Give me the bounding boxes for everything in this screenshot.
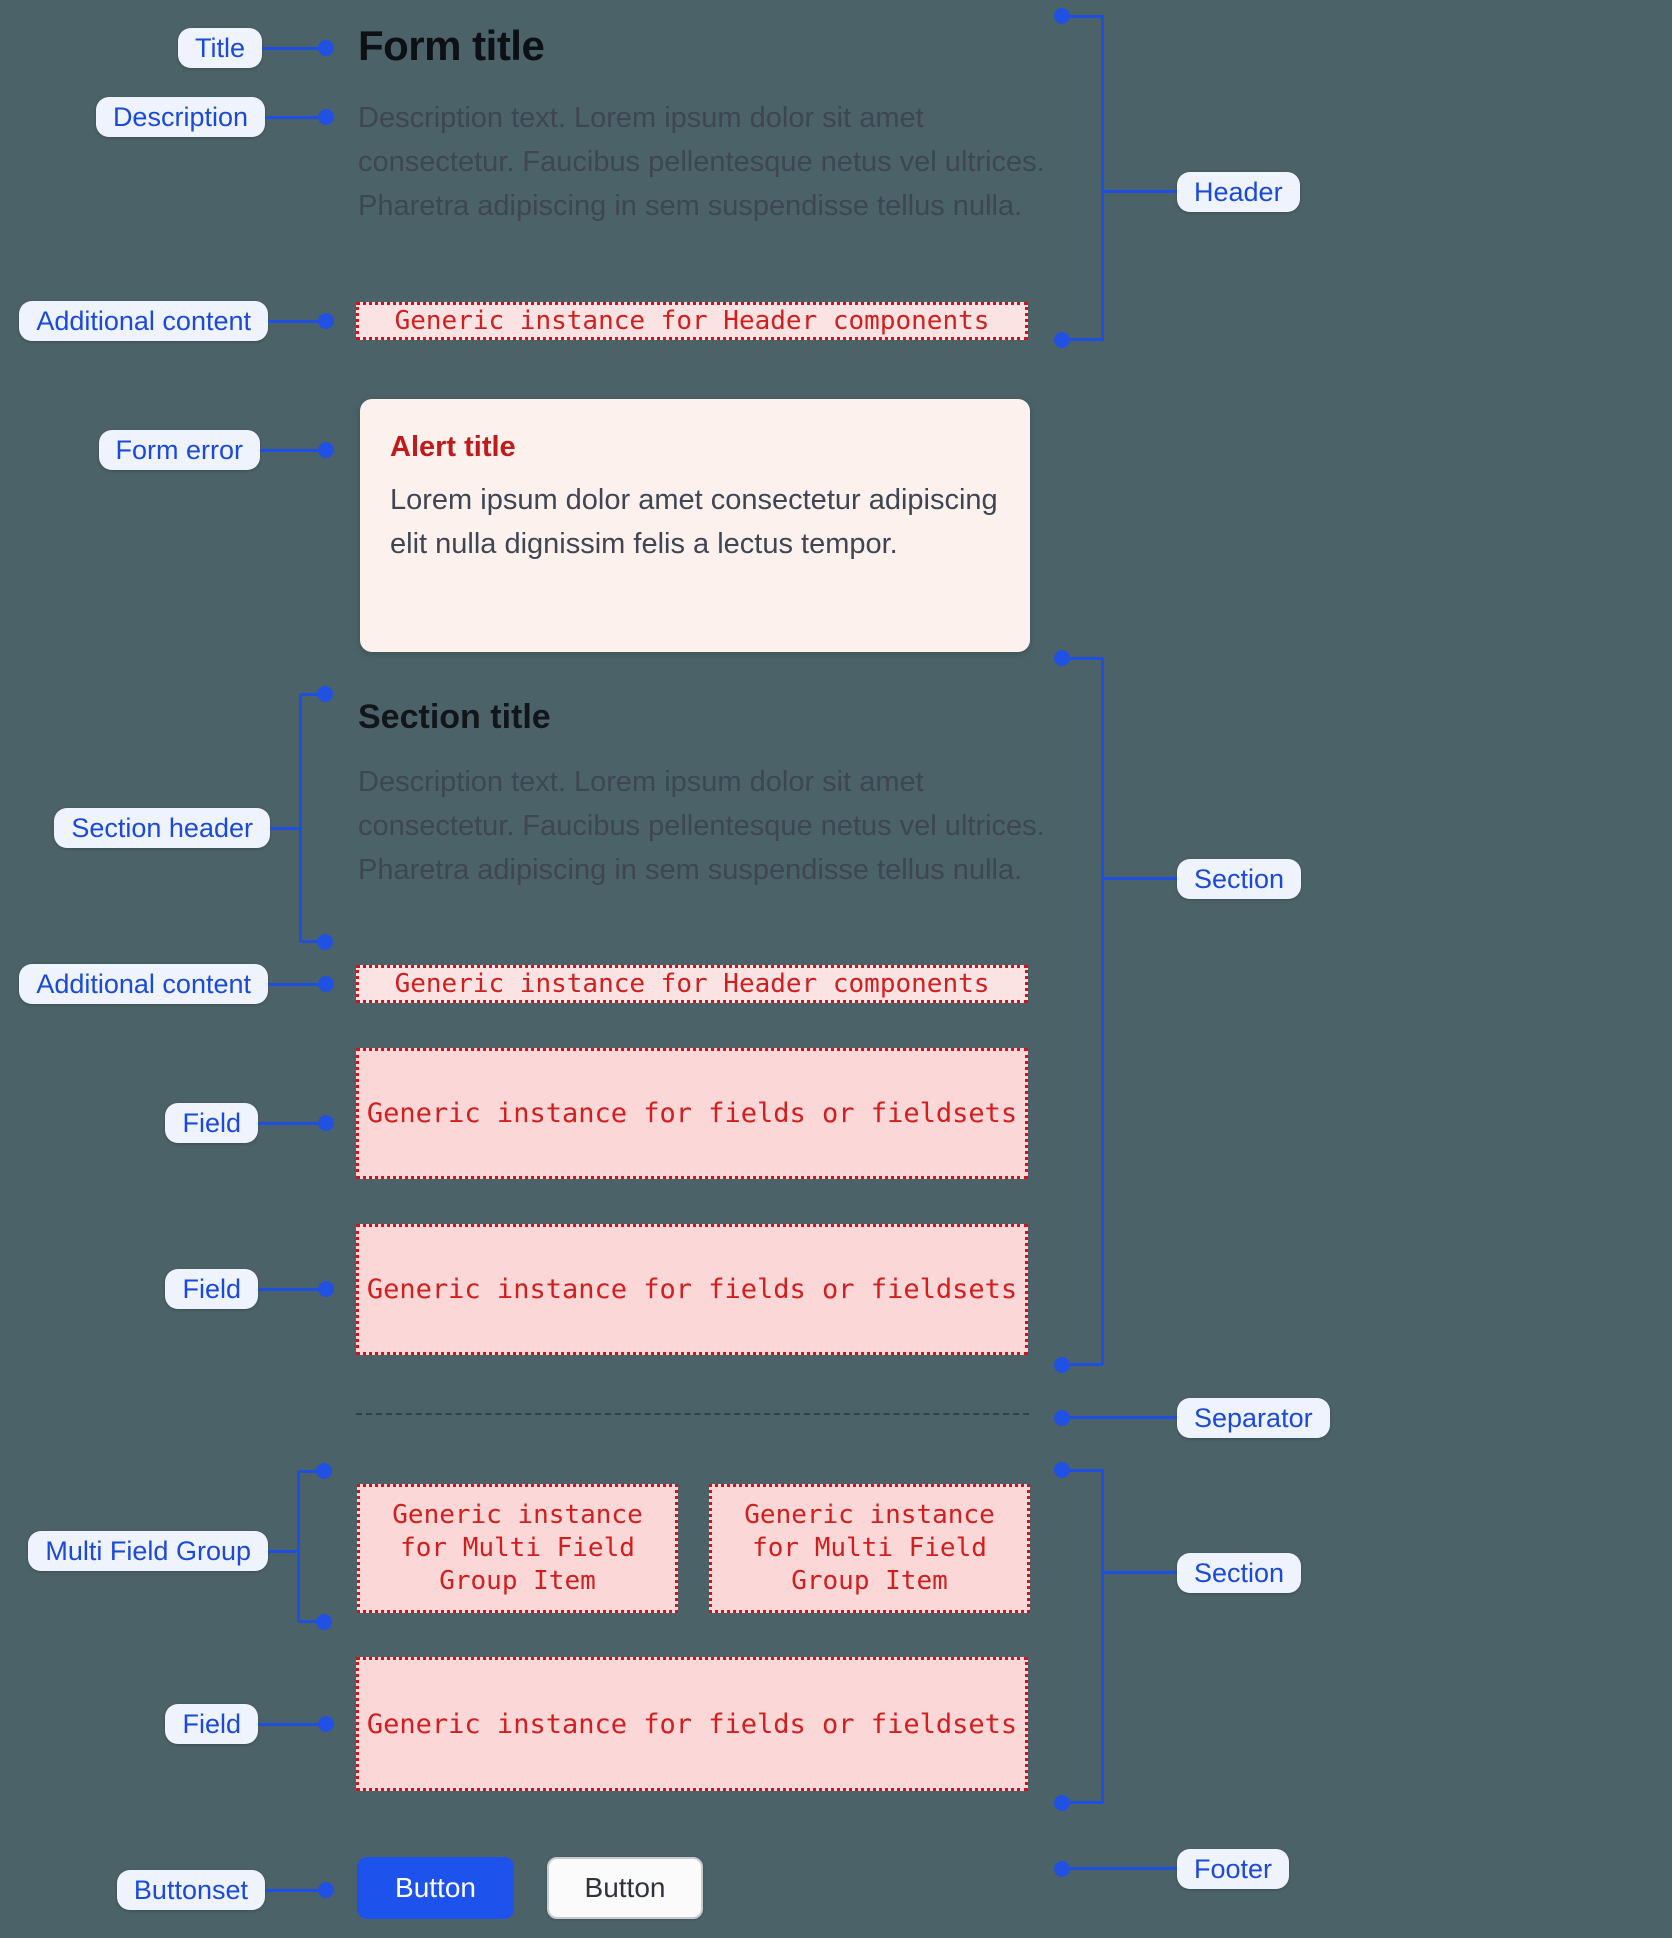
connector-dot [318, 1281, 334, 1297]
annotation-title: Title [178, 28, 262, 68]
connector-dot [318, 40, 334, 56]
bracket-line [1101, 15, 1104, 341]
bracket-line [1070, 15, 1103, 18]
annotation-additional-content-2: Additional content [19, 964, 268, 1004]
annotation-section-1: Section [1177, 859, 1301, 899]
connector-line [262, 47, 326, 50]
annotation-footer: Footer [1177, 1849, 1289, 1889]
form-error-alert [360, 399, 1030, 652]
section-additional-content-placeholder: Generic instance for Header components [356, 965, 1028, 1003]
annotation-multi-field-group: Multi Field Group [28, 1531, 268, 1571]
connector-line [258, 1122, 326, 1125]
bracket-line [1070, 1363, 1103, 1366]
connector-dot [318, 1115, 334, 1131]
bracket-line [1070, 338, 1103, 341]
bracket-line [1101, 657, 1104, 1365]
connector-dot [318, 1882, 334, 1898]
connector-dot [318, 976, 334, 992]
bracket-line [1070, 1469, 1103, 1472]
bracket-line [1070, 1801, 1103, 1804]
bracket-line [1104, 190, 1177, 193]
connector-line [258, 1288, 326, 1291]
connector-line [1070, 1867, 1177, 1870]
section-description: Description text. Lorem ipsum dolor sit amet consectetur. Faucibus pellentesque netus vel ultrices. Pharetra adipiscing in sem suspendisse tellus nulla. [358, 766, 1045, 886]
bracket-line [1070, 657, 1103, 660]
annotation-field-3: Field [165, 1704, 258, 1744]
connector-dot [316, 1463, 332, 1479]
bracket-line [297, 1471, 300, 1622]
connector-dot [318, 109, 334, 125]
field-placeholder-1: Generic instance for fields or fieldsets [356, 1048, 1028, 1179]
annotation-section-header: Section header [54, 808, 270, 848]
multi-field-group-item-1: Generic instance for Multi Field Group Item [357, 1484, 678, 1613]
connector-line [265, 1889, 326, 1892]
section-title: Section title [358, 698, 551, 736]
annotation-description: Description [96, 97, 265, 137]
connector-line [1070, 1416, 1177, 1419]
annotation-header: Header [1177, 172, 1300, 212]
connector-line [265, 116, 326, 119]
connector-dot [1054, 650, 1070, 666]
connector-line [260, 449, 326, 452]
connector-dot [318, 442, 334, 458]
annotation-section-2: Section [1177, 1553, 1301, 1593]
connector-dot [1054, 1462, 1070, 1478]
field-placeholder-3: Generic instance for fields or fieldsets [356, 1657, 1028, 1791]
connector-dot [318, 1716, 334, 1732]
alert-body: Lorem ipsum dolor amet consectetur adipiscing elit nulla dignissim felis a lectus tempor. [390, 484, 998, 560]
bracket-line [1101, 1469, 1104, 1803]
annotation-field-2: Field [165, 1269, 258, 1309]
header-additional-content-placeholder: Generic instance for Header components [356, 302, 1028, 340]
field-placeholder-2: Generic instance for fields or fieldsets [356, 1224, 1028, 1355]
bracket-line [270, 827, 301, 830]
primary-button[interactable]: Button [357, 1857, 514, 1919]
connector-dot [316, 1614, 332, 1630]
connector-line [258, 1723, 326, 1726]
bracket-line [299, 694, 302, 942]
alert-title: Alert title [390, 431, 516, 463]
connector-dot [1054, 1357, 1070, 1373]
annotation-form-error: Form error [99, 430, 261, 470]
secondary-button[interactable]: Button [547, 1857, 703, 1919]
connector-dot [1054, 1861, 1070, 1877]
connector-dot [317, 686, 333, 702]
annotation-field-1: Field [165, 1103, 258, 1143]
bracket-line [1104, 877, 1177, 880]
bracket-line [1104, 1571, 1177, 1574]
form-description: Description text. Lorem ipsum dolor sit amet consectetur. Faucibus pellentesque netus vel ultrices. Pharetra adipiscing in sem suspendisse tellus nulla. [358, 102, 1045, 222]
annotation-additional-content-1: Additional content [19, 301, 268, 341]
connector-dot [1054, 1795, 1070, 1811]
multi-field-group-item-2: Generic instance for Multi Field Group Item [709, 1484, 1030, 1613]
connector-dot [317, 934, 333, 950]
form-title: Form title [358, 22, 545, 69]
connector-dot [1054, 8, 1070, 24]
bracket-line [268, 1550, 299, 1553]
connector-dot [1054, 332, 1070, 348]
connector-dot [318, 313, 334, 329]
annotation-buttonset: Buttonset [117, 1870, 265, 1910]
connector-dot [1054, 1410, 1070, 1426]
separator-line [356, 1413, 1029, 1415]
annotation-separator: Separator [1177, 1398, 1330, 1438]
